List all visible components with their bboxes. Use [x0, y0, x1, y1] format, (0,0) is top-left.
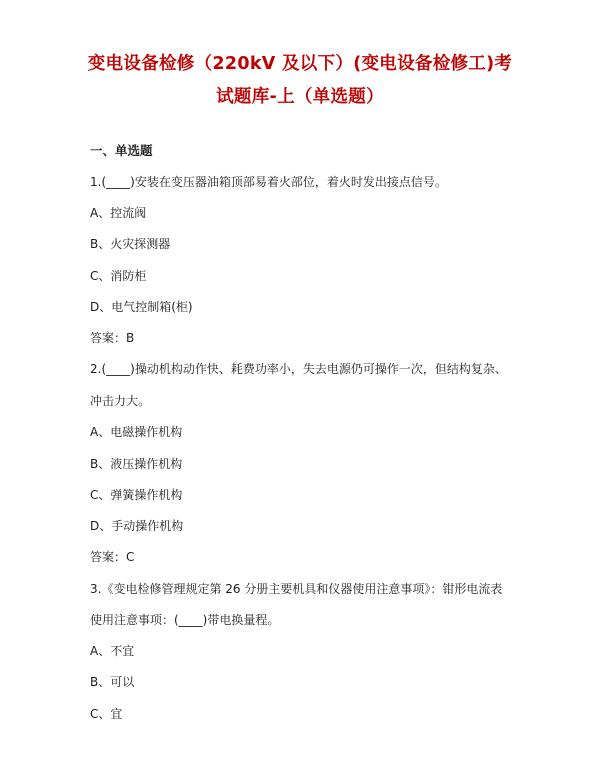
question-2-stem-line-1: 2.(____)操动机构动作快、耗费功率小，失去电源仍可操作一次，但结构复杂、: [90, 362, 507, 376]
question-1-option-c: C、消防柜: [90, 269, 147, 283]
question-2-option-b: B、液压操作机构: [90, 457, 183, 471]
question-1-option-a: A、控流阀: [90, 206, 147, 220]
question-1-stem: 1.(____)安装在变压器油箱顶部易着火部位，着火时发出接点信号。: [90, 175, 447, 189]
question-3-option-b: B、可以: [90, 675, 135, 689]
question-1-option-d: D、电气控制箱(柜): [90, 300, 193, 314]
document-title-line-2: 试题库-上（单选题）: [216, 87, 384, 107]
question-2-answer: 答案：C: [90, 550, 135, 564]
question-2-stem-line-2: 冲击力大。: [90, 394, 151, 408]
question-1-option-b: B、火灾探测器: [90, 237, 171, 251]
question-3-option-a: A、不宜: [90, 644, 135, 658]
question-1-answer: 答案：B: [90, 331, 135, 345]
document-title-line-1: 变电设备检修（220kV 及以下）(变电设备检修工)考: [87, 54, 513, 74]
question-3-stem-line-2: 使用注意事项：(____)带电换量程。: [90, 613, 280, 627]
question-3-option-c: C、宜: [90, 707, 123, 721]
question-3-stem-line-1: 3.《变电检修管理规定第 26 分册主要机具和仪器使用注意事项》：钳形电流表: [90, 582, 503, 596]
question-2-option-d: D、手动操作机构: [90, 519, 184, 533]
section-heading: 一、单选题: [90, 143, 153, 158]
question-2-option-c: C、弹簧操作机构: [90, 488, 183, 502]
question-2-option-a: A、电磁操作机构: [90, 425, 183, 439]
